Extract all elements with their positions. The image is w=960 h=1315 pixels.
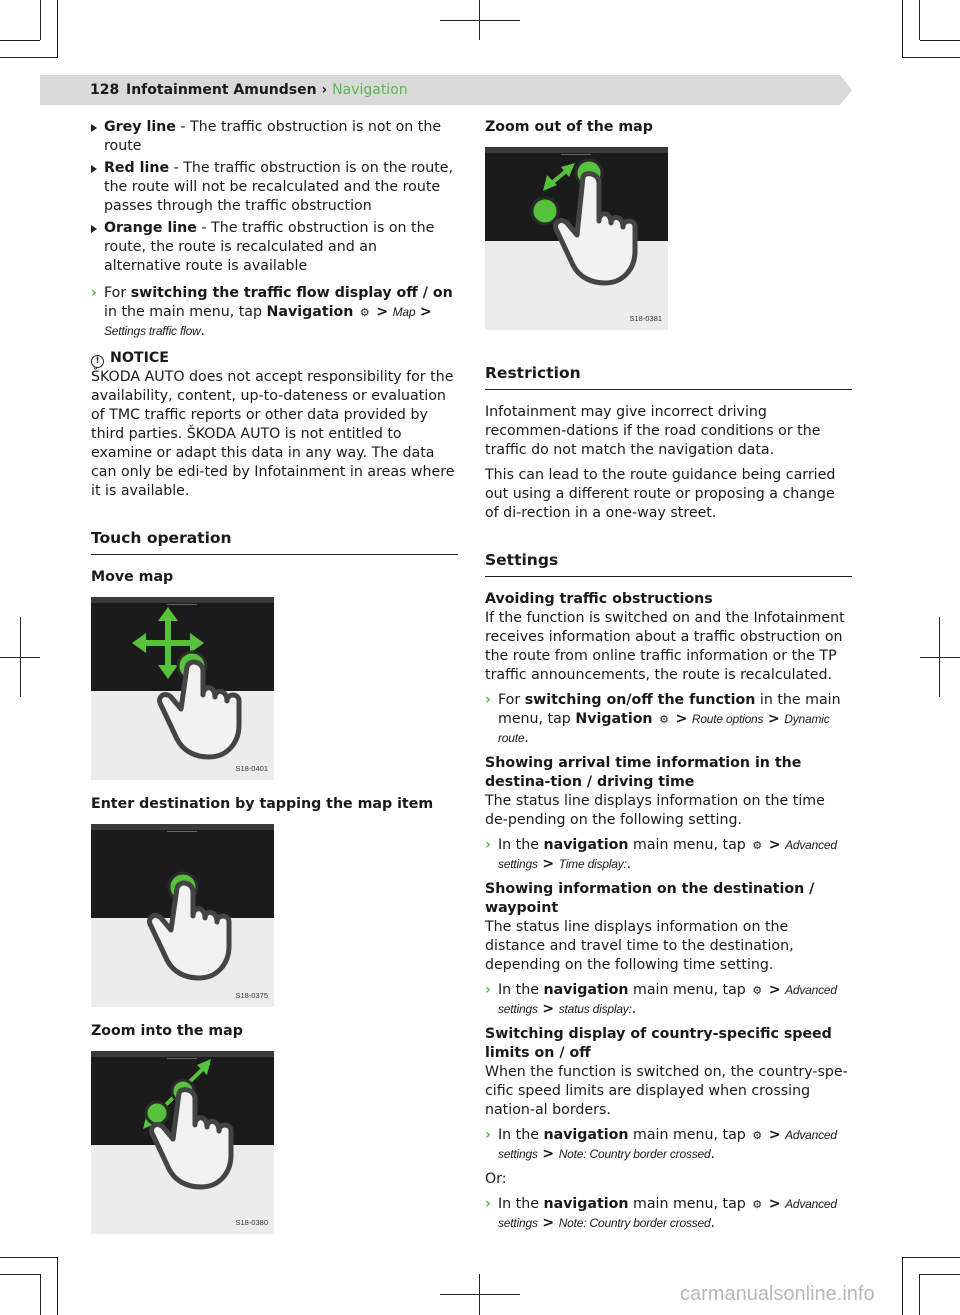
figure-code: S18-0380: [235, 1218, 268, 1227]
paragraph: Infotainment may give incorrect driving recommen-dations if the road conditions or the traffic do not match the navigation data.: [485, 404, 821, 458]
step-bold: switching the traffic flow display off / on: [130, 285, 453, 301]
menu-path: Map: [392, 305, 416, 319]
crop-mark: [902, 1257, 903, 1315]
breadcrumb-section[interactable]: Navigation: [332, 82, 408, 98]
step-text: main menu, tap: [628, 982, 751, 998]
crop-mark: [479, 0, 480, 40]
step-text: In the: [498, 982, 544, 998]
path-separator: >: [542, 1215, 555, 1231]
chevron-icon: ›: [485, 837, 491, 853]
figure-tap-map: [91, 824, 274, 1007]
instruction-step: [485, 691, 852, 748]
line-text: - The traffic obstruction is on the route, the route is recalculated and an alternative route is available: [104, 220, 435, 274]
crop-mark: [902, 1257, 960, 1258]
crop-mark: [440, 20, 520, 21]
line-name: Grey line: [104, 119, 176, 135]
paragraph: When the function is switched on, the country-spe-cific speed limits are displayed when crossing nation-al borders.: [485, 1064, 848, 1118]
subheading: Avoiding traffic obstructions: [485, 591, 713, 607]
list-item: [91, 219, 458, 276]
menu-path: Advanced settings: [498, 1128, 837, 1161]
gesture-move-icon: [91, 597, 274, 780]
subheading: Switching display of country-specific speed limits on / off: [485, 1026, 832, 1061]
gear-icon: ⚙: [359, 306, 370, 319]
figure-code: S18-0381: [629, 314, 662, 323]
path-separator: >: [675, 711, 688, 727]
line-text: - The traffic obstruction is not on the route: [104, 119, 442, 154]
step-text: main menu, tap: [628, 837, 751, 853]
step-end: .: [710, 1146, 716, 1162]
step-nav: Nvigation: [575, 711, 653, 727]
step-text: main menu, tap: [628, 1196, 751, 1212]
figure-zoom-out: [485, 147, 668, 330]
or-text: Or:: [485, 1171, 507, 1187]
line-text: - The traffic obstruction is on the route, the route will not be recalculated and the route passes through the traffic obstruction: [104, 160, 454, 214]
menu-path: Note: Country border crossed: [558, 1147, 711, 1161]
notice-icon: !: [91, 355, 104, 368]
menu-path: Route options: [691, 712, 764, 726]
instruction-step: [485, 981, 852, 1019]
gear-icon: ⚙: [752, 839, 763, 852]
path-separator: >: [542, 1146, 555, 1162]
section-heading-touch: Touch operation: [91, 529, 458, 555]
watermark: carmanualsonline.info: [680, 1283, 875, 1305]
path-separator: >: [768, 1127, 781, 1143]
notice-text: ŠKODA AUTO does not accept responsibility for the availability, content, up-to-dateness or evaluation of TMC traffic reports or other data provided by third parties. ŠKODA AUTO is not entitled to examine or adapt this data in any way. The data can only be edi-ted by Infotainment in areas where it is available.: [91, 369, 455, 499]
breadcrumb-main: Infotainment Amundsen: [126, 82, 317, 98]
breadcrumb: [126, 81, 408, 100]
line-name: Orange line: [104, 220, 197, 236]
crop-mark: [919, 0, 920, 40]
path-separator: >: [542, 856, 555, 872]
crop-mark: [40, 1274, 41, 1315]
menu-path: Advanced settings: [498, 838, 837, 871]
section-heading-restriction: Restriction: [485, 364, 852, 390]
menu-path: Dynamic route: [498, 712, 830, 745]
crop-mark: [57, 0, 58, 58]
gesture-zoom-out-icon: [485, 147, 668, 330]
menu-path: Time display:: [558, 857, 627, 871]
crop-mark: [920, 40, 960, 41]
instruction-step: [485, 836, 852, 874]
step-text: In the: [498, 1196, 544, 1212]
step-bold: switching on/off the function: [524, 692, 756, 708]
step-text: In the: [498, 1127, 544, 1143]
path-separator: >: [768, 837, 781, 853]
path-separator: >: [542, 1001, 555, 1017]
gear-icon: ⚙: [752, 984, 763, 997]
gear-icon: ⚙: [752, 1129, 763, 1142]
figure-move-map: [91, 597, 274, 780]
crop-mark: [0, 1274, 40, 1275]
paragraph: This can lead to the route guidance being carried out using a different route or proposing a change of di-rection in a one-way street.: [485, 467, 836, 521]
menu-path: Note: Country border crossed: [558, 1216, 711, 1230]
chevron-icon: ›: [91, 285, 97, 301]
line-name: Red line: [104, 160, 170, 176]
step-text: In the: [498, 837, 544, 853]
subheading: Showing information on the destination / waypoint: [485, 881, 815, 916]
step-end: .: [626, 856, 632, 872]
instruction-step: [485, 1126, 852, 1164]
breadcrumb-separator: ›: [321, 82, 328, 98]
instruction-step: [485, 1195, 852, 1233]
crop-mark: [0, 57, 58, 58]
figure-title: Enter destination by tapping the map item: [91, 796, 434, 812]
step-text: For: [498, 692, 525, 708]
path-separator: >: [376, 304, 389, 320]
step-end: .: [524, 730, 529, 746]
crop-mark: [919, 1274, 920, 1315]
gesture-zoom-in-icon: [91, 1051, 274, 1234]
step-end: .: [631, 1001, 637, 1017]
crop-mark: [0, 40, 40, 41]
gear-icon: ⚙: [752, 1198, 763, 1211]
step-text: in the main menu, tap: [498, 692, 841, 727]
menu-path: status display:: [558, 1002, 632, 1016]
list-item: [91, 118, 458, 156]
left-column: [91, 118, 458, 1249]
figure-title: Zoom into the map: [91, 1023, 243, 1039]
step-bold: navigation: [543, 1196, 629, 1212]
page-number: 128: [90, 82, 120, 98]
section-heading-settings: Settings: [485, 551, 852, 577]
crop-mark: [0, 1257, 58, 1258]
crop-mark: [902, 57, 960, 58]
paragraph: If the function is switched on and the Infotainment receives information about a traffic obstruction on the route from online traffic information or the TP traffic announcements, the route is recalculated.: [485, 610, 845, 683]
subheading: Showing arrival time information in the destina-tion / driving time: [485, 755, 802, 790]
crop-mark: [440, 1294, 520, 1295]
step-bold: navigation: [543, 837, 629, 853]
step-text: For: [104, 285, 131, 301]
figure-title: Zoom out of the map: [485, 119, 653, 135]
right-column: [485, 118, 852, 1239]
notice-heading: [91, 349, 458, 368]
path-separator: >: [768, 1196, 781, 1212]
notice-title: NOTICE: [110, 350, 169, 366]
step-text: main menu, tap: [628, 1127, 751, 1143]
chevron-icon: ›: [485, 982, 491, 998]
crop-mark: [57, 1257, 58, 1315]
chevron-icon: ›: [485, 1127, 491, 1143]
step-bold: navigation: [543, 982, 629, 998]
chevron-icon: ›: [485, 1196, 491, 1212]
gear-icon: ⚙: [659, 713, 669, 726]
list-item: [91, 159, 458, 216]
path-separator: >: [767, 711, 780, 727]
crop-mark: [20, 617, 21, 697]
crop-mark: [920, 1274, 960, 1275]
crop-mark: [939, 617, 940, 697]
crop-mark: [479, 1274, 480, 1315]
figure-code: S18-0375: [235, 991, 268, 1000]
paragraph: The status line displays information on the time de-pending on the following setting.: [485, 793, 825, 828]
figure-code: S18-0401: [235, 764, 268, 773]
step-nav: Navigation: [266, 304, 354, 320]
figure-zoom-in: [91, 1051, 274, 1234]
step-bold: navigation: [543, 1127, 629, 1143]
step-end: .: [710, 1215, 716, 1231]
crop-mark: [920, 657, 960, 658]
chevron-icon: ›: [485, 692, 491, 708]
path-separator: >: [768, 982, 781, 998]
menu-path: Settings traffic flow: [104, 324, 201, 338]
menu-path: Advanced settings: [498, 983, 837, 1016]
instruction-step: [91, 284, 458, 341]
paragraph: The status line displays information on the distance and travel time to the destination, depending on the following time setting.: [485, 919, 794, 973]
step-text: in the main menu, tap: [104, 304, 267, 320]
step-end: .: [200, 323, 206, 339]
gesture-tap-icon: [91, 824, 274, 1007]
crop-mark: [40, 0, 41, 40]
crop-mark: [902, 0, 903, 58]
figure-title: Move map: [91, 569, 174, 585]
path-separator: >: [419, 304, 432, 320]
menu-path: Advanced settings: [498, 1197, 837, 1230]
